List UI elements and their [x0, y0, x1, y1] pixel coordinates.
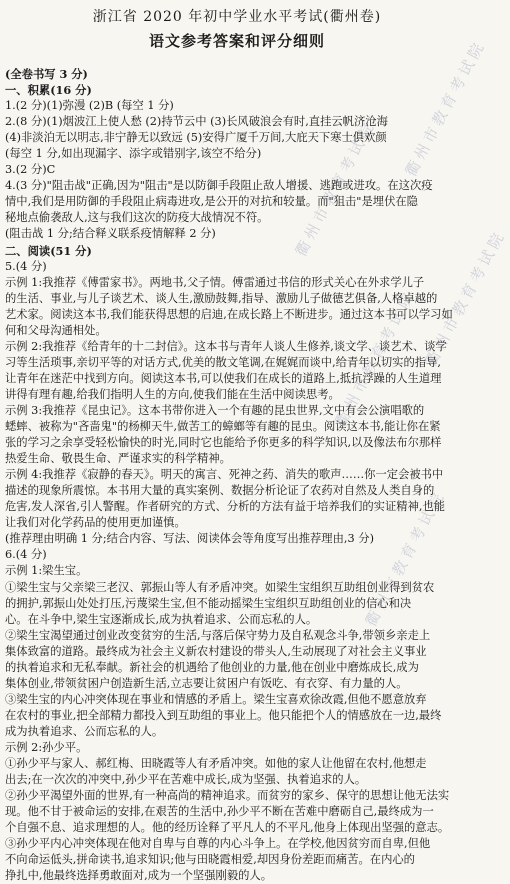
- answer-line: (每空 1 分,如出现漏字、添字或错别字,该空不给分): [5, 147, 262, 161]
- answer-line: 2.(8 分)(1)烟波江上使人愁 (2)持节云中 (3)长风破浪会有时,直挂云帆济沧海: [5, 115, 388, 129]
- answer-line: ③孙少平内心冲突体现在他对自卑与自尊的内心斗争上。在学校,他因贫穷而自卑,但他: [5, 837, 431, 851]
- section-heading: (全卷书写 3 分): [5, 67, 88, 81]
- answer-line: ③梁生宝的内心冲突体现在事业和情感的矛盾上。梁生宝喜欢徐改霞,但他不愿意放弃: [5, 692, 427, 706]
- answer-line: 个自强不息、追求理想的人。他的经历诠释了平凡人的不平凡,他身上体现出坚强的意志。: [5, 821, 450, 835]
- answer-line: 艺术家。阅读这本书,我们能获得思想的启迪,在成长路上不断进步。通过这本书可以学习如: [5, 307, 453, 321]
- answer-line: 秘地点偷袭敌人,这与我们这次的防疫大战情况不符。: [5, 211, 269, 225]
- answer-line: 3.(2 分)C: [5, 163, 56, 177]
- answer-line: 示例 2:我推荐《给青年的十二封信》。这本书与青年人谈人生修养,谈文学、谈艺术、谈学: [5, 339, 447, 353]
- watermark-text: 衢州市教育考试院: [331, 286, 420, 430]
- answer-line: ②梁生宝渴望通过创业改变贫穷的生活,与落后保守势力及自私观念斗争,带领乡亲走上: [5, 628, 431, 642]
- answer-line: 1.(2 分)(1)弥漫 (2)B (每空 1 分): [5, 99, 174, 113]
- answer-line: (4)非淡泊无以明志,非宁静无以致远 (5)安得广厦千万间,大庇天下寒士俱欢颜: [5, 131, 387, 145]
- answer-line: 集体创业,带领贫困户创造新生活,立志要让贫困户有饭吃、有衣穿、有力量的人。: [5, 676, 408, 690]
- document-subtitle: 语文参考答案和评分细则: [148, 32, 325, 50]
- section-heading: 一、积累(16 分): [5, 83, 92, 98]
- answer-line: 4.(3 分)"阻击战"正确,因为"阻击"是以防御手段阻止敌人增援、逃跑或进攻。在这次疫: [5, 179, 433, 193]
- answer-line: 成为执着追求、公而忘私的人。: [5, 724, 164, 738]
- answer-line: 示例 4:我推荐《寂静的春天》。明天的寓言、死神之药、消失的歌声……你一定会被书中: [5, 468, 444, 482]
- answer-line: 示例 3:我推荐《昆虫记》。这本书带你进入一个有趣的昆虫世界,文中有会公演唱歌的: [5, 403, 425, 417]
- answer-line: 的生活、事业,与儿子谈艺术、谈人生,激励鼓舞,指导、激励儿子做德艺俱备,人格卓越的: [5, 291, 438, 305]
- answer-line: 让我们对化学药品的使用更加谨慎。: [5, 516, 186, 530]
- answer-line: 张的学习之余享受轻松愉快的时光,同时它也能给予你更多的科学知识,以及像法布尔那样: [5, 436, 442, 450]
- answer-line: 讲得有理有趣,给我们指明人生的方向,使我们能在生活中阅读思考。: [5, 387, 340, 401]
- exam-title: 浙江省 2020 年初中学业水平考试(衢州卷): [92, 9, 382, 25]
- answer-line: 不向命运低头,拼命读书,追求知识;他与田晓霞相爱,却因身份差距而痛苦。在内心的: [5, 853, 415, 867]
- answer-line: 6.(4 分): [5, 548, 47, 562]
- answer-line: 危害,发人深省,引人警醒。作者研究的方式、分析的方法有益于培养我们的实证精神,也能: [5, 500, 446, 514]
- answer-line: 挣扎中,他最终选择勇敢面对,成为一个坚强刚毅的人。: [5, 869, 273, 883]
- answer-line: ①孙少平与家人、郝红梅、田晓霞等人有矛盾冲突。如他的家人让他留在农村,他想走: [5, 757, 427, 771]
- answer-line: 何和父母沟通相处。: [5, 323, 107, 337]
- answer-body: [5, 66, 471, 884]
- answer-line: 的执着追求和无私奉献。新社会的机遇给了他创业的力量,他在创业中磨炼成长,成为: [5, 660, 419, 674]
- answer-line: 习等生活琐事,亲切平等的对话方式,优美的散文笔调,在娓娓而谈中,给青年以切实的指导,: [5, 355, 441, 369]
- watermark-text: 衢州市教育考试院: [421, 226, 510, 370]
- answer-line: 示例 2:孙少平。: [5, 740, 88, 754]
- answer-line: 情中,我们是用防御的手段阻止病毒进攻,是公开的对抗和较量。而"狙击"是埋伏在隐: [5, 195, 418, 209]
- answer-line: 在农村的事业,把全部精力都投入到互助组的事业上。他只能把个人的情感放在一边,最终: [5, 708, 442, 722]
- answer-line: ①梁生宝与父亲梁三老汉、郭振山等人有矛盾冲突。如梁生宝组织互助组创业得到贫农: [5, 580, 435, 594]
- answer-line: 集体致富的道路。最终成为社会主义新农村建设的带头人,生动展现了对社会主义事业: [5, 644, 427, 658]
- section-heading: 二、阅读(51 分): [5, 243, 92, 258]
- answer-line: 热爱生命、敬畏生命、严谨求实的科学精神。: [5, 452, 231, 466]
- answer-line: 心。在斗争中,梁生宝逐渐成长,成为执着追求、公而忘私的人。: [5, 612, 318, 626]
- answer-line: ②孙少平渴望外面的世界,有一种高尚的精神追求。而贫穷的家乡、保守的思想让他无法实: [5, 789, 450, 803]
- answer-line: 示例 1:我推荐《傅雷家书》。两地书,父子情。傅雷通过书信的形式关心在外求学儿子: [5, 275, 425, 289]
- answer-line: (阻击战 1 分;结合释义联系疫情解释 2 分): [5, 227, 216, 241]
- answer-line: 让青年在迷茫中找到方向。阅读这本书,可以使我们在成长的道路上,抵抗浮躁的人生道理: [5, 371, 442, 385]
- answer-line: 蟋蟀、被称为"吝啬鬼"的杨柳天牛,做苦工的蟑螂等有趣的昆虫。阅读这本书,能让你在紧: [5, 420, 441, 434]
- answer-line: 现。他不甘于被命运的安排,在艰苦的生活中,孙少平不断在苦难中磨砺自己,最终成为一: [5, 805, 434, 819]
- watermark-text: 衢州市教育考试院: [401, 36, 490, 180]
- answer-line: 出去;在一次次的冲突中,孙少平在苦难中成长,成为坚强、执着追求的人。: [5, 773, 367, 787]
- watermark-text: 衢州市教育考试院: [361, 486, 450, 630]
- answer-line: 5.(4 分): [5, 259, 47, 273]
- answer-line: 描述的现象所震惊。本书用大量的真实案例、数据分析论证了农药对自然及人类自身的: [5, 484, 435, 498]
- answer-line: 示例 1:梁生宝。: [5, 564, 88, 578]
- watermark-text: 衢州市教育考试院: [291, 116, 380, 260]
- answer-line: 的拥护,郭振山处处打压,污蔑梁生宝,但不能动摇梁生宝组织互助组创业的信心和决: [5, 596, 412, 610]
- answer-line: (推荐理由明确 1 分;结合内容、写法、阅读体会等角度写出推荐理由,3 分): [5, 532, 374, 546]
